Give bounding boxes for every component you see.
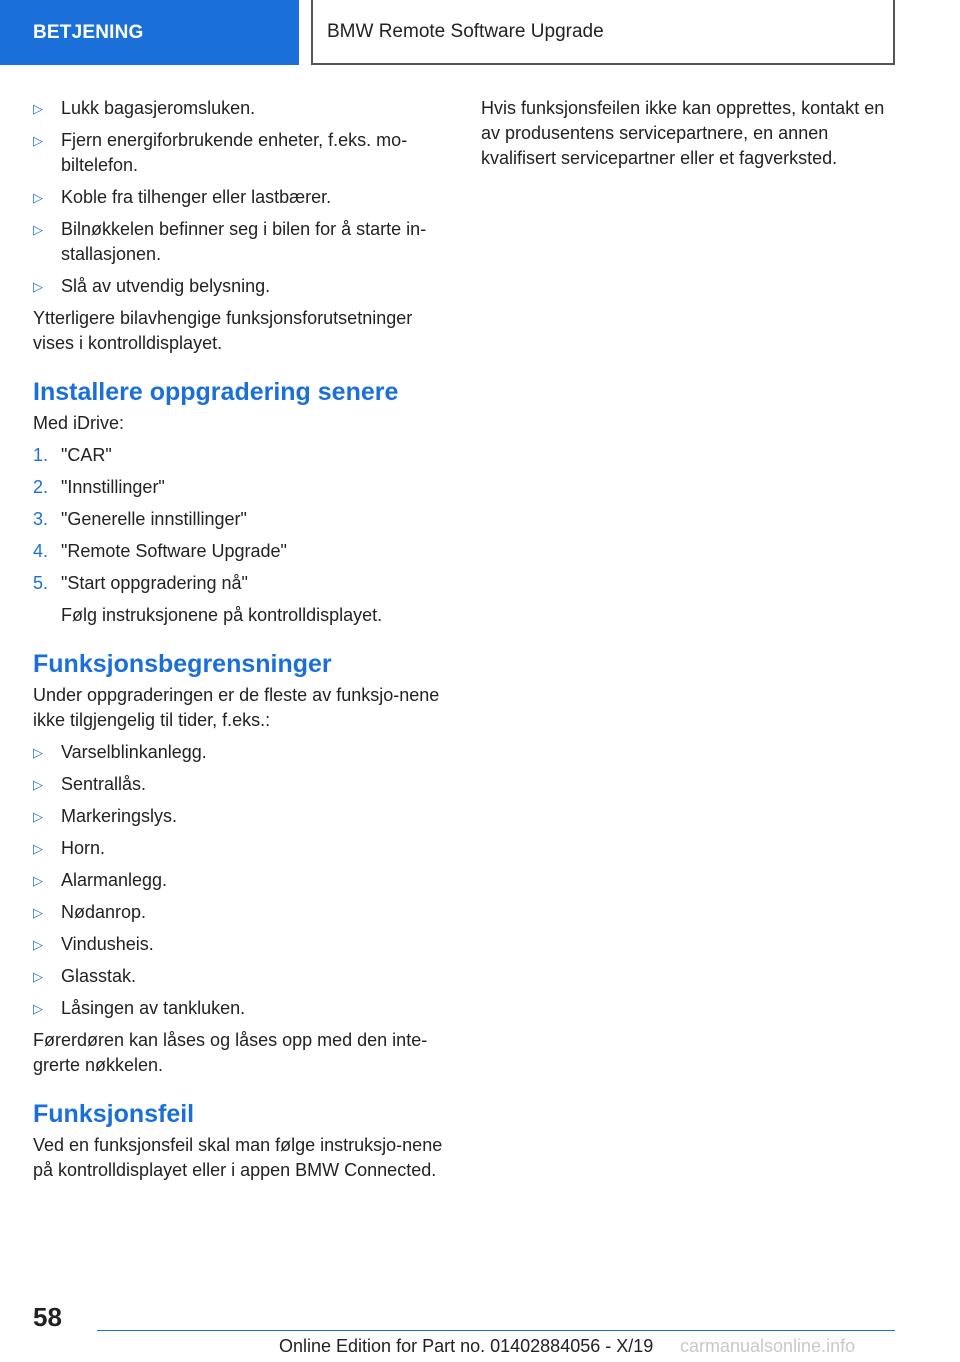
list-item: ▷ Koble fra tilhenger eller lastbærer. <box>33 185 448 210</box>
edition-text: Online Edition for Part no. 01402884056 - X/19 <box>279 1336 654 1356</box>
requirements-list <box>33 96 448 299</box>
triangle-bullet-icon: ▷ <box>33 1001 43 1016</box>
step-item: 2. "Innstillinger" <box>33 477 165 497</box>
list-item: ▷ Fjern energiforbrukende enheter, f.eks. mo-biltelefon. <box>33 128 448 178</box>
chapter-title: BMW Remote Software Upgrade <box>311 0 895 65</box>
paragraph: Ved en funksjonsfeil skal man følge instruksjo-nene på kontrolldisplayet eller i appen BMW Connected. <box>33 1135 443 1180</box>
triangle-bullet-icon: ▷ <box>33 745 43 760</box>
list-item: ▷ Glasstak. <box>33 964 448 989</box>
triangle-bullet-icon: ▷ <box>33 279 43 294</box>
list-item: ▷ Sentrallås. <box>33 772 448 797</box>
watermark: carmanualsonline.info <box>680 1336 856 1356</box>
triangle-bullet-icon: ▷ <box>33 809 43 824</box>
triangle-bullet-icon: ▷ <box>33 969 43 984</box>
list-item: ▷ Horn. <box>33 836 448 861</box>
list-item: ▷ Lukk bagasjeromsluken. <box>33 96 448 121</box>
section-heading: Installere oppgradering senere <box>33 378 399 406</box>
step-item: 5. "Start oppgradering nå" <box>33 573 248 593</box>
section-tab: BETJENING <box>0 0 299 65</box>
triangle-bullet-icon: ▷ <box>33 841 43 856</box>
paragraph: Med iDrive: <box>33 413 125 433</box>
page-number: 58 <box>33 1302 62 1332</box>
list-item: ▷ Slå av utvendig belysning. <box>33 274 448 299</box>
list-item: ▷ Låsingen av tankluken. <box>33 996 448 1021</box>
list-item: ▷ Bilnøkkelen befinner seg i bilen for å starte in-stallasjonen. <box>33 217 448 267</box>
list-item: ▷ Vindusheis. <box>33 932 448 957</box>
triangle-bullet-icon: ▷ <box>33 937 43 952</box>
triangle-bullet-icon: ▷ <box>33 190 43 205</box>
list-item: ▷ Markeringslys. <box>33 804 448 829</box>
step-item: 3. "Generelle innstillinger" <box>33 509 247 529</box>
triangle-bullet-icon: ▷ <box>33 777 43 792</box>
paragraph: Ytterligere bilavhengige funksjonsforutsetninger vises i kontrolldisplayet. <box>33 308 413 353</box>
step-item: 4. "Remote Software Upgrade" <box>33 541 287 561</box>
left-column <box>33 96 448 1190</box>
list-item: ▷ Alarmanlegg. <box>33 868 448 893</box>
footer-divider <box>97 1330 895 1331</box>
paragraph: Hvis funksjonsfeilen ikke kan opprettes, kontakt en av produsentens servicepartnere, en annen kvalifisert servicepartner eller et fagverksted. <box>481 98 885 168</box>
steps-list <box>33 443 448 596</box>
triangle-bullet-icon: ▷ <box>33 101 43 116</box>
triangle-bullet-icon: ▷ <box>33 133 43 148</box>
section-heading: Funksjonsbegrensninger <box>33 650 332 678</box>
paragraph: Førerdøren kan låses og låses opp med den inte-grerte nøkkelen. <box>33 1030 428 1075</box>
list-item: ▷ Nødanrop. <box>33 900 448 925</box>
section-heading: Funksjonsfeil <box>33 1100 195 1128</box>
paragraph: Under oppgraderingen er de fleste av funksjo-nene ikke tilgjengelig til tider, f.eks.: <box>33 685 440 730</box>
triangle-bullet-icon: ▷ <box>33 222 43 237</box>
limitations-list <box>33 740 448 1021</box>
list-item: ▷ Varselblinkanlegg. <box>33 740 448 765</box>
triangle-bullet-icon: ▷ <box>33 905 43 920</box>
step-item: 1. "CAR" <box>33 445 112 465</box>
right-column <box>481 96 896 178</box>
triangle-bullet-icon: ▷ <box>33 873 43 888</box>
step-note: Følg instruksjonene på kontrolldisplayet. <box>61 605 383 625</box>
